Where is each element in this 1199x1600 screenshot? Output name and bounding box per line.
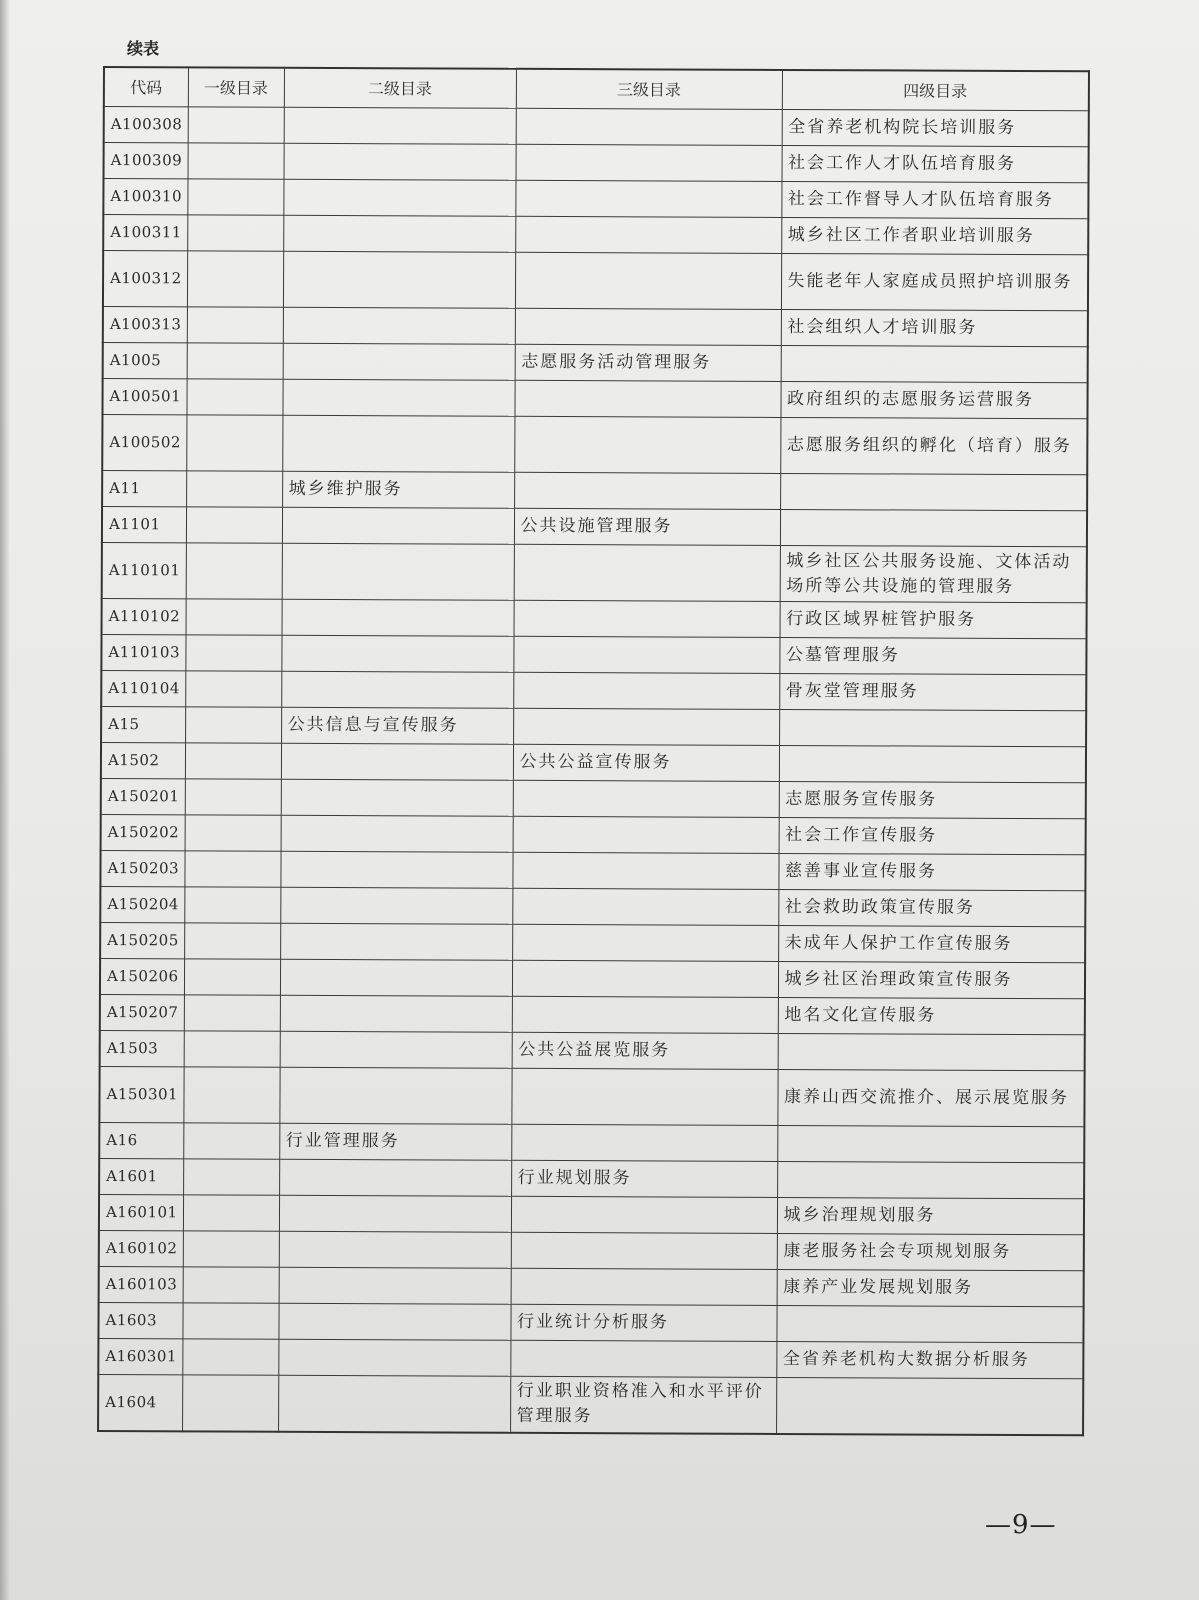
cell-level2 <box>278 1303 510 1340</box>
cell-level2 <box>283 179 515 216</box>
cell-level2 <box>281 635 513 672</box>
cell-level1 <box>184 995 280 1031</box>
cell-level1 <box>186 543 282 599</box>
cell-level1 <box>184 851 280 887</box>
cell-level4 <box>777 1125 1084 1162</box>
cell-level3: 志愿服务活动管理服务 <box>515 344 781 381</box>
cell-level1 <box>183 1159 279 1195</box>
cell-level2 <box>282 543 514 600</box>
cell-level3: 公共公益展览服务 <box>512 1032 778 1069</box>
cell-level4: 志愿服务组织的孵化（培育）服务 <box>780 417 1087 474</box>
table-row <box>99 1230 1084 1270</box>
cell-level4 <box>779 745 1086 782</box>
cell-level2: 公共信息与宣传服务 <box>281 707 513 744</box>
cell-level3 <box>511 1268 777 1305</box>
cell-level3 <box>514 600 780 637</box>
cell-level4: 社会工作督导人才队伍培育服务 <box>781 181 1088 218</box>
cell-level3 <box>513 780 779 817</box>
column-header-level4: 四级目录 <box>782 70 1089 111</box>
cell-code: A100502 <box>102 415 186 471</box>
cell-level1 <box>182 1375 278 1431</box>
cell-level2 <box>284 107 516 144</box>
cell-level1 <box>188 143 284 179</box>
cell-level3 <box>513 816 779 853</box>
cell-level3 <box>513 708 779 745</box>
cell-level2 <box>284 143 516 180</box>
cell-level1 <box>185 779 281 815</box>
cell-code: A100310 <box>103 179 187 215</box>
cell-level4: 慈善事业宣传服务 <box>778 853 1085 890</box>
cell-level3 <box>511 1196 777 1233</box>
cell-level1 <box>187 251 283 307</box>
cell-level4: 未成年人保护工作宣传服务 <box>778 925 1085 962</box>
cell-level4: 社会组织人才培训服务 <box>781 309 1088 346</box>
cell-level1 <box>186 507 282 543</box>
table-row <box>98 1338 1083 1378</box>
cell-level1 <box>185 671 281 707</box>
table-row <box>104 143 1089 183</box>
cell-code: A15 <box>101 706 185 742</box>
cell-code: A150206 <box>100 958 184 994</box>
cell-level2 <box>278 1339 510 1376</box>
cell-level4: 城乡社区工作者职业培训服务 <box>781 217 1088 254</box>
cell-level3 <box>514 380 780 417</box>
cell-code: A150204 <box>100 886 184 922</box>
cell-level4: 志愿服务宣传服务 <box>779 781 1086 818</box>
cell-level4 <box>776 1377 1083 1434</box>
cell-level3 <box>512 996 778 1033</box>
table-row <box>99 1066 1084 1126</box>
table-row <box>102 507 1087 547</box>
cell-code: A100308 <box>104 107 188 143</box>
cell-code: A100313 <box>103 307 187 343</box>
cell-level2 <box>280 887 512 924</box>
table-row <box>101 706 1086 746</box>
cell-level2 <box>282 415 514 472</box>
table-row <box>103 215 1088 255</box>
catalog-table-wrap <box>97 66 1088 1436</box>
cell-code: A100311 <box>103 215 187 251</box>
cell-level4: 骨灰堂管理服务 <box>779 673 1086 710</box>
cell-level2 <box>283 343 515 380</box>
cell-level2 <box>281 779 513 816</box>
cell-code: A1603 <box>98 1302 182 1338</box>
cell-level2: 行业管理服务 <box>279 1123 511 1160</box>
table-row <box>102 471 1087 511</box>
cell-level1 <box>187 343 283 379</box>
cell-level4: 社会救助政策宣传服务 <box>778 889 1085 926</box>
cell-code: A150207 <box>100 994 184 1030</box>
table-row <box>102 379 1087 419</box>
cell-level2 <box>280 959 512 996</box>
cell-level1 <box>186 471 282 507</box>
cell-level1 <box>183 1067 279 1123</box>
cell-code: A110104 <box>101 670 185 706</box>
cell-level1 <box>186 415 282 471</box>
cell-level2 <box>283 307 515 344</box>
cell-code: A160301 <box>98 1338 182 1374</box>
table-row <box>100 850 1085 890</box>
table-row <box>102 415 1087 475</box>
cell-level2 <box>278 1375 510 1432</box>
cell-level2 <box>281 743 513 780</box>
cell-level2 <box>280 995 512 1032</box>
cell-level2 <box>279 1067 511 1124</box>
table-row <box>102 542 1087 602</box>
cell-level4: 社会工作人才队伍培育服务 <box>782 145 1089 182</box>
cell-code: A150205 <box>100 922 184 958</box>
cell-level4: 全省养老机构大数据分析服务 <box>776 1341 1083 1378</box>
cell-level4: 康养山西交流推介、展示展览服务 <box>777 1069 1084 1126</box>
cell-level4: 城乡治理规划服务 <box>777 1197 1084 1234</box>
cell-code: A150202 <box>101 814 185 850</box>
cell-level4 <box>778 1033 1085 1070</box>
cell-level2: 城乡维护服务 <box>282 471 514 508</box>
cell-level1 <box>185 815 281 851</box>
cell-level4 <box>781 345 1088 382</box>
cell-level4 <box>777 1161 1084 1198</box>
catalog-table <box>97 66 1090 1436</box>
table-row <box>103 307 1088 347</box>
cell-level4: 社会工作宣传服务 <box>779 817 1086 854</box>
cell-level2 <box>281 671 513 708</box>
table-row <box>99 1194 1084 1234</box>
cell-level3 <box>514 544 780 601</box>
cell-code: A1601 <box>99 1158 183 1194</box>
page-number: —9— <box>985 1510 1057 1540</box>
cell-level4: 城乡社区公共服务设施、文体活动场所等公共设施的管理服务 <box>780 545 1087 602</box>
cell-level2 <box>282 379 514 416</box>
cell-level1 <box>183 1267 279 1303</box>
cell-level1 <box>187 215 283 251</box>
table-header-row <box>104 67 1089 111</box>
cell-level4: 城乡社区治理政策宣传服务 <box>778 961 1085 998</box>
column-header-level2: 二级目录 <box>284 68 516 109</box>
continued-label: 续表 <box>127 39 160 58</box>
table-row <box>99 1122 1084 1162</box>
table-row <box>100 958 1085 998</box>
cell-level3 <box>516 108 782 145</box>
cell-level4 <box>779 709 1086 746</box>
cell-level4: 失能老年人家庭成员照护培训服务 <box>781 253 1088 310</box>
table-row <box>101 742 1086 782</box>
table-row <box>100 994 1085 1034</box>
cell-level4: 地名文化宣传服务 <box>778 997 1085 1034</box>
table-row <box>100 922 1085 962</box>
cell-code: A150201 <box>101 778 185 814</box>
cell-level2 <box>282 599 514 636</box>
cell-level3: 行业统计分析服务 <box>510 1304 776 1341</box>
cell-level1 <box>183 1123 279 1159</box>
table-row <box>100 886 1085 926</box>
cell-level1 <box>183 1231 279 1267</box>
cell-level1 <box>187 307 283 343</box>
cell-level3 <box>512 960 778 997</box>
cell-level4: 行政区域界桩管护服务 <box>780 601 1087 638</box>
cell-level2 <box>280 1031 512 1068</box>
cell-level3 <box>510 1340 776 1377</box>
cell-level1 <box>185 707 281 743</box>
cell-code: A100309 <box>104 143 188 179</box>
cell-level3: 行业规划服务 <box>511 1160 777 1197</box>
cell-code: A160103 <box>99 1266 183 1302</box>
cell-level1 <box>182 1339 278 1375</box>
table-row <box>103 179 1088 219</box>
cell-code: A150203 <box>100 850 184 886</box>
cell-level2 <box>279 1195 511 1232</box>
cell-level4: 公墓管理服务 <box>779 637 1086 674</box>
cell-code: A100312 <box>103 251 187 307</box>
cell-level3 <box>514 472 780 509</box>
cell-level1 <box>184 887 280 923</box>
cell-level1 <box>182 1303 278 1339</box>
table-row <box>99 1266 1084 1306</box>
cell-level3 <box>513 636 779 673</box>
table-row <box>103 251 1088 311</box>
cell-level1 <box>186 379 282 415</box>
cell-level3: 公共设施管理服务 <box>514 508 780 545</box>
cell-level2 <box>281 815 513 852</box>
table-row <box>101 778 1086 818</box>
cell-level1 <box>186 599 282 635</box>
cell-level4 <box>776 1305 1083 1342</box>
cell-level3 <box>515 180 781 217</box>
column-header-level1: 一级目录 <box>188 67 284 107</box>
cell-level4: 全省养老机构院长培训服务 <box>782 109 1089 146</box>
cell-level1 <box>185 635 281 671</box>
table-row <box>100 1030 1085 1070</box>
cell-level3 <box>515 308 781 345</box>
cell-level4 <box>780 473 1087 510</box>
table-row <box>98 1302 1083 1342</box>
cell-level3: 行业职业资格准入和水平评价管理服务 <box>510 1376 776 1433</box>
table-row <box>98 1374 1083 1434</box>
cell-level3 <box>512 852 778 889</box>
cell-level4: 康养产业发展规划服务 <box>777 1269 1084 1306</box>
cell-level3: 公共公益宣传服务 <box>513 744 779 781</box>
table-row <box>103 343 1088 383</box>
cell-level1 <box>183 1195 279 1231</box>
cell-level4 <box>780 509 1087 546</box>
cell-code: A1101 <box>102 507 186 543</box>
cell-level3 <box>511 1124 777 1161</box>
table-row <box>104 107 1089 147</box>
table-row <box>101 634 1086 674</box>
column-header-code: 代码 <box>104 67 188 107</box>
cell-level2 <box>279 1231 511 1268</box>
cell-code: A110102 <box>102 598 186 634</box>
cell-level3 <box>514 416 780 473</box>
cell-code: A1005 <box>103 343 187 379</box>
cell-level4: 政府组织的志愿服务运营服务 <box>780 381 1087 418</box>
cell-code: A1503 <box>100 1030 184 1066</box>
cell-level4: 康老服务社会专项规划服务 <box>777 1233 1084 1270</box>
table-row <box>101 670 1086 710</box>
cell-level1 <box>187 179 283 215</box>
cell-code: A160102 <box>99 1230 183 1266</box>
cell-level3 <box>511 1232 777 1269</box>
table-row <box>101 814 1086 854</box>
cell-code: A110101 <box>102 542 186 598</box>
cell-level1 <box>185 743 281 779</box>
table-body <box>98 107 1089 1435</box>
cell-level3 <box>515 216 781 253</box>
cell-level3 <box>511 1068 777 1125</box>
cell-level2 <box>279 1159 511 1196</box>
cell-code: A150301 <box>99 1066 183 1122</box>
table-row <box>99 1158 1084 1198</box>
cell-level3 <box>516 144 782 181</box>
cell-level2 <box>282 507 514 544</box>
cell-level3 <box>515 252 781 309</box>
cell-level2 <box>283 215 515 252</box>
cell-code: A11 <box>102 471 186 507</box>
cell-level1 <box>184 959 280 995</box>
cell-level2 <box>280 851 512 888</box>
cell-level2 <box>279 1267 511 1304</box>
table-row <box>102 598 1087 638</box>
cell-code: A110103 <box>101 634 185 670</box>
column-header-level3: 三级目录 <box>516 69 782 110</box>
cell-code: A16 <box>99 1122 183 1158</box>
cell-level3 <box>513 672 779 709</box>
cell-code: A160101 <box>99 1194 183 1230</box>
cell-level2 <box>280 923 512 960</box>
cell-level3 <box>512 888 778 925</box>
cell-level1 <box>184 923 280 959</box>
cell-level2 <box>283 251 515 308</box>
cell-code: A1502 <box>101 742 185 778</box>
cell-code: A1604 <box>98 1374 182 1430</box>
cell-level3 <box>512 924 778 961</box>
cell-level1 <box>188 107 284 143</box>
cell-code: A100501 <box>102 379 186 415</box>
page-edge-shadow <box>0 0 10 1600</box>
cell-level1 <box>184 1031 280 1067</box>
